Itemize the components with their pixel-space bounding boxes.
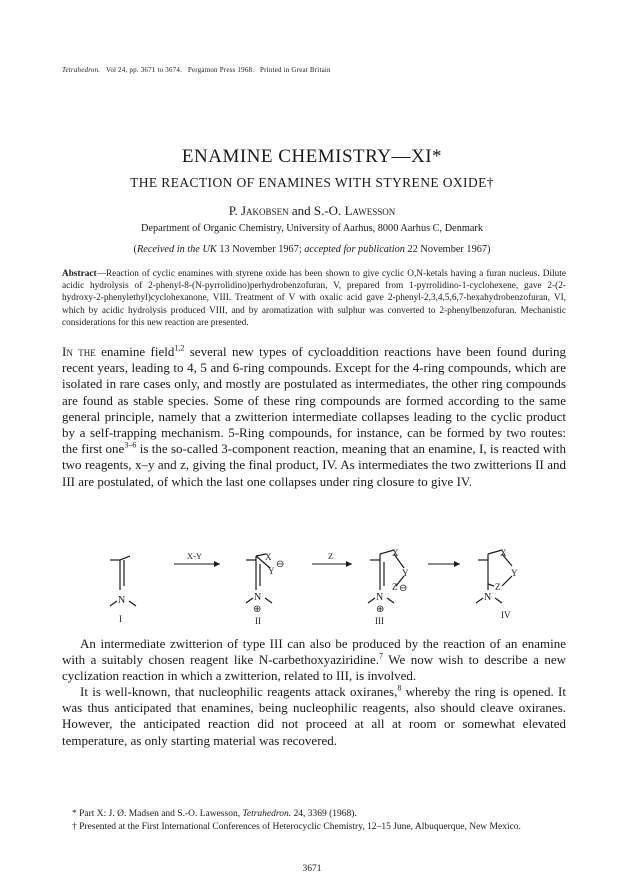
arrow-reagent-xy: X-Y bbox=[187, 551, 203, 561]
arrowhead bbox=[454, 561, 460, 567]
abstract-text: —Reaction of cyclic enamines with styrene oxide has been shown to give cyclic O,N-ketals having a furan nucleus. Dilute acidic hydrolysis of 2-phenyl-8-(N-pyrrolidino)perhydrobenzofuran, V, prepared from 1-pyrrolidino-1-cyclohexene, gave 2-(2-hydroxy-2-phenylethyl)cyclohexanone, VIII. Treatment of V with oxalic acid gave 2-phenyl-2,3,4,5,6,7-hexahydrobenzofuran, VI, which by acidic hydrolysis produced VIII, and by aromatization with sulphur was converted to 2-phenylbenzofuran. Mechanistic considerations for this new reaction are presented. bbox=[62, 269, 566, 328]
compound-label-iii: III bbox=[375, 616, 384, 626]
author2-name: Lawesson bbox=[344, 203, 396, 218]
para2-text-2: We now wish to describe a new cyclization reaction in which a zwitterion, related to III, is involved. bbox=[62, 652, 566, 684]
footnote-1-journal: Tetrahedron. bbox=[242, 809, 292, 819]
journal-publisher: Pergamon Press 1968. bbox=[187, 66, 255, 74]
reaction-scheme bbox=[62, 546, 566, 626]
paragraph-oxiranes bbox=[62, 684, 566, 749]
paper-authors bbox=[0, 203, 624, 219]
nitrogen-label: N bbox=[118, 595, 126, 606]
para3-text-1: It is well-known, that nucleophilic reagents attack oxiranes, bbox=[80, 684, 398, 699]
arrowhead bbox=[346, 561, 352, 567]
received-date: 13 November 1967; bbox=[216, 244, 305, 255]
atom-x: X bbox=[265, 552, 272, 562]
reference-marker: 8 bbox=[397, 683, 402, 693]
footnotes bbox=[62, 808, 566, 834]
arrow-reagent-z: Z bbox=[328, 551, 334, 561]
positive-charge: ⊕ bbox=[376, 604, 385, 615]
abstract-label: Abstract bbox=[62, 269, 97, 279]
atom-x: X bbox=[392, 548, 399, 558]
footnote-part-x bbox=[62, 808, 566, 821]
reference-marker: 1,2 bbox=[174, 343, 185, 353]
author2-initial: S.-O. bbox=[313, 203, 345, 218]
positive-charge: ⊕ bbox=[253, 604, 262, 615]
author1-name: Jakobsen bbox=[241, 203, 289, 218]
negative-charge: ⊖ bbox=[276, 559, 285, 570]
compound-label-ii: II bbox=[255, 616, 261, 626]
atom-z: Z bbox=[495, 582, 501, 592]
nitrogen-label: N bbox=[376, 592, 384, 603]
accepted-label: accepted for publication bbox=[304, 244, 405, 255]
reference-marker: 7 bbox=[379, 651, 384, 661]
para1-text-2: several new types of cycloaddition reactions have been found during recent years, leading to 4, 5 and 6-ring compounds. Except for the 4-ring compounds, which are isolated in rare cases only, and mostly are postulated as intermediates, the other ring compounds are found as stable species. Some of these ring compounds are formed according to the same general principle, namely that a zwitterion intermediate collapses leading to the cyclic product by a self-trapping mechanism. 5-Ring compounds, for instance, can be formed by two routes: the first one bbox=[62, 344, 566, 457]
paper-subtitle: THE REACTION OF ENAMINES WITH STYRENE OXIDE† bbox=[130, 175, 494, 190]
footnote-1-ref: 24, 3369 (1968). bbox=[291, 809, 357, 819]
structure-i bbox=[110, 556, 130, 590]
journal-header bbox=[62, 66, 331, 74]
nitrogen-label: N bbox=[484, 592, 492, 603]
atom-y: Y bbox=[268, 566, 275, 576]
compound-label-i: I bbox=[119, 614, 122, 624]
footnote-presented: † Presented at the First International Conferences of Heterocyclic Chemistry, 12–15 June, Albuquerque, New Mexico. bbox=[72, 822, 521, 832]
authors-and: and bbox=[288, 203, 314, 218]
accepted-date: 22 November 1967) bbox=[404, 244, 491, 255]
atom-y: Y bbox=[511, 568, 518, 578]
paragraph-zwitterion bbox=[62, 636, 566, 685]
nitrogen-label: N bbox=[254, 592, 262, 603]
atom-y: Y bbox=[402, 568, 409, 578]
para3-text-2: whereby the ring is opened. It was thus anticipated that enamines, being nucleophilic reagents, also should cleave oxiranes. However, the anticipated reaction did not proceed at all at room or somewhat elevated temperature, as only starting material was recovered. bbox=[62, 684, 566, 748]
abstract bbox=[62, 268, 566, 329]
journal-citation: Vol 24, pp. 3671 to 3674. bbox=[105, 66, 183, 74]
received-open: ( bbox=[133, 244, 137, 255]
journal-name: Tetrahedron. bbox=[62, 66, 101, 74]
para2-text-1: An intermediate zwitterion of type III can also be produced by the reaction of an enamine with a suitably chosen reagent like N-carbethoxyaziridine. bbox=[62, 636, 566, 668]
received-label: Received in the UK bbox=[136, 244, 217, 255]
paragraph-intro bbox=[62, 344, 566, 490]
received-dates bbox=[0, 244, 624, 255]
author1-initial: P. bbox=[228, 203, 241, 218]
arrowhead bbox=[214, 561, 220, 567]
atom-x: X bbox=[500, 548, 507, 558]
reference-marker: 3–6 bbox=[124, 440, 137, 450]
paragraph-lead: In the bbox=[62, 344, 96, 359]
journal-printed: Printed in Great Britain bbox=[260, 66, 331, 74]
para1-text-3: is the so-called 3-component reaction, meaning that an enamine, I, is reacted with two reagents, x–y and z, giving the final product, IV. As intermediates the two zwitterions II and III are postulated, of which the last one collapses under ring closure to give IV. bbox=[62, 441, 567, 489]
atom-z: Z bbox=[392, 582, 398, 592]
negative-charge: ⊖ bbox=[399, 583, 408, 594]
page-number: 3671 bbox=[302, 864, 322, 874]
compound-label-iv: IV bbox=[501, 610, 511, 620]
para1-text-1: enamine field bbox=[95, 344, 175, 359]
footnote-1-text: * Part X: J. Ø. Madsen and S.-O. Lawesson, bbox=[72, 809, 243, 819]
paper-title: ENAMINE CHEMISTRY—XI* bbox=[181, 146, 443, 167]
affiliation: Department of Organic Chemistry, University of Aarhus, 8000 Aarhus C, Denmark bbox=[140, 223, 484, 234]
